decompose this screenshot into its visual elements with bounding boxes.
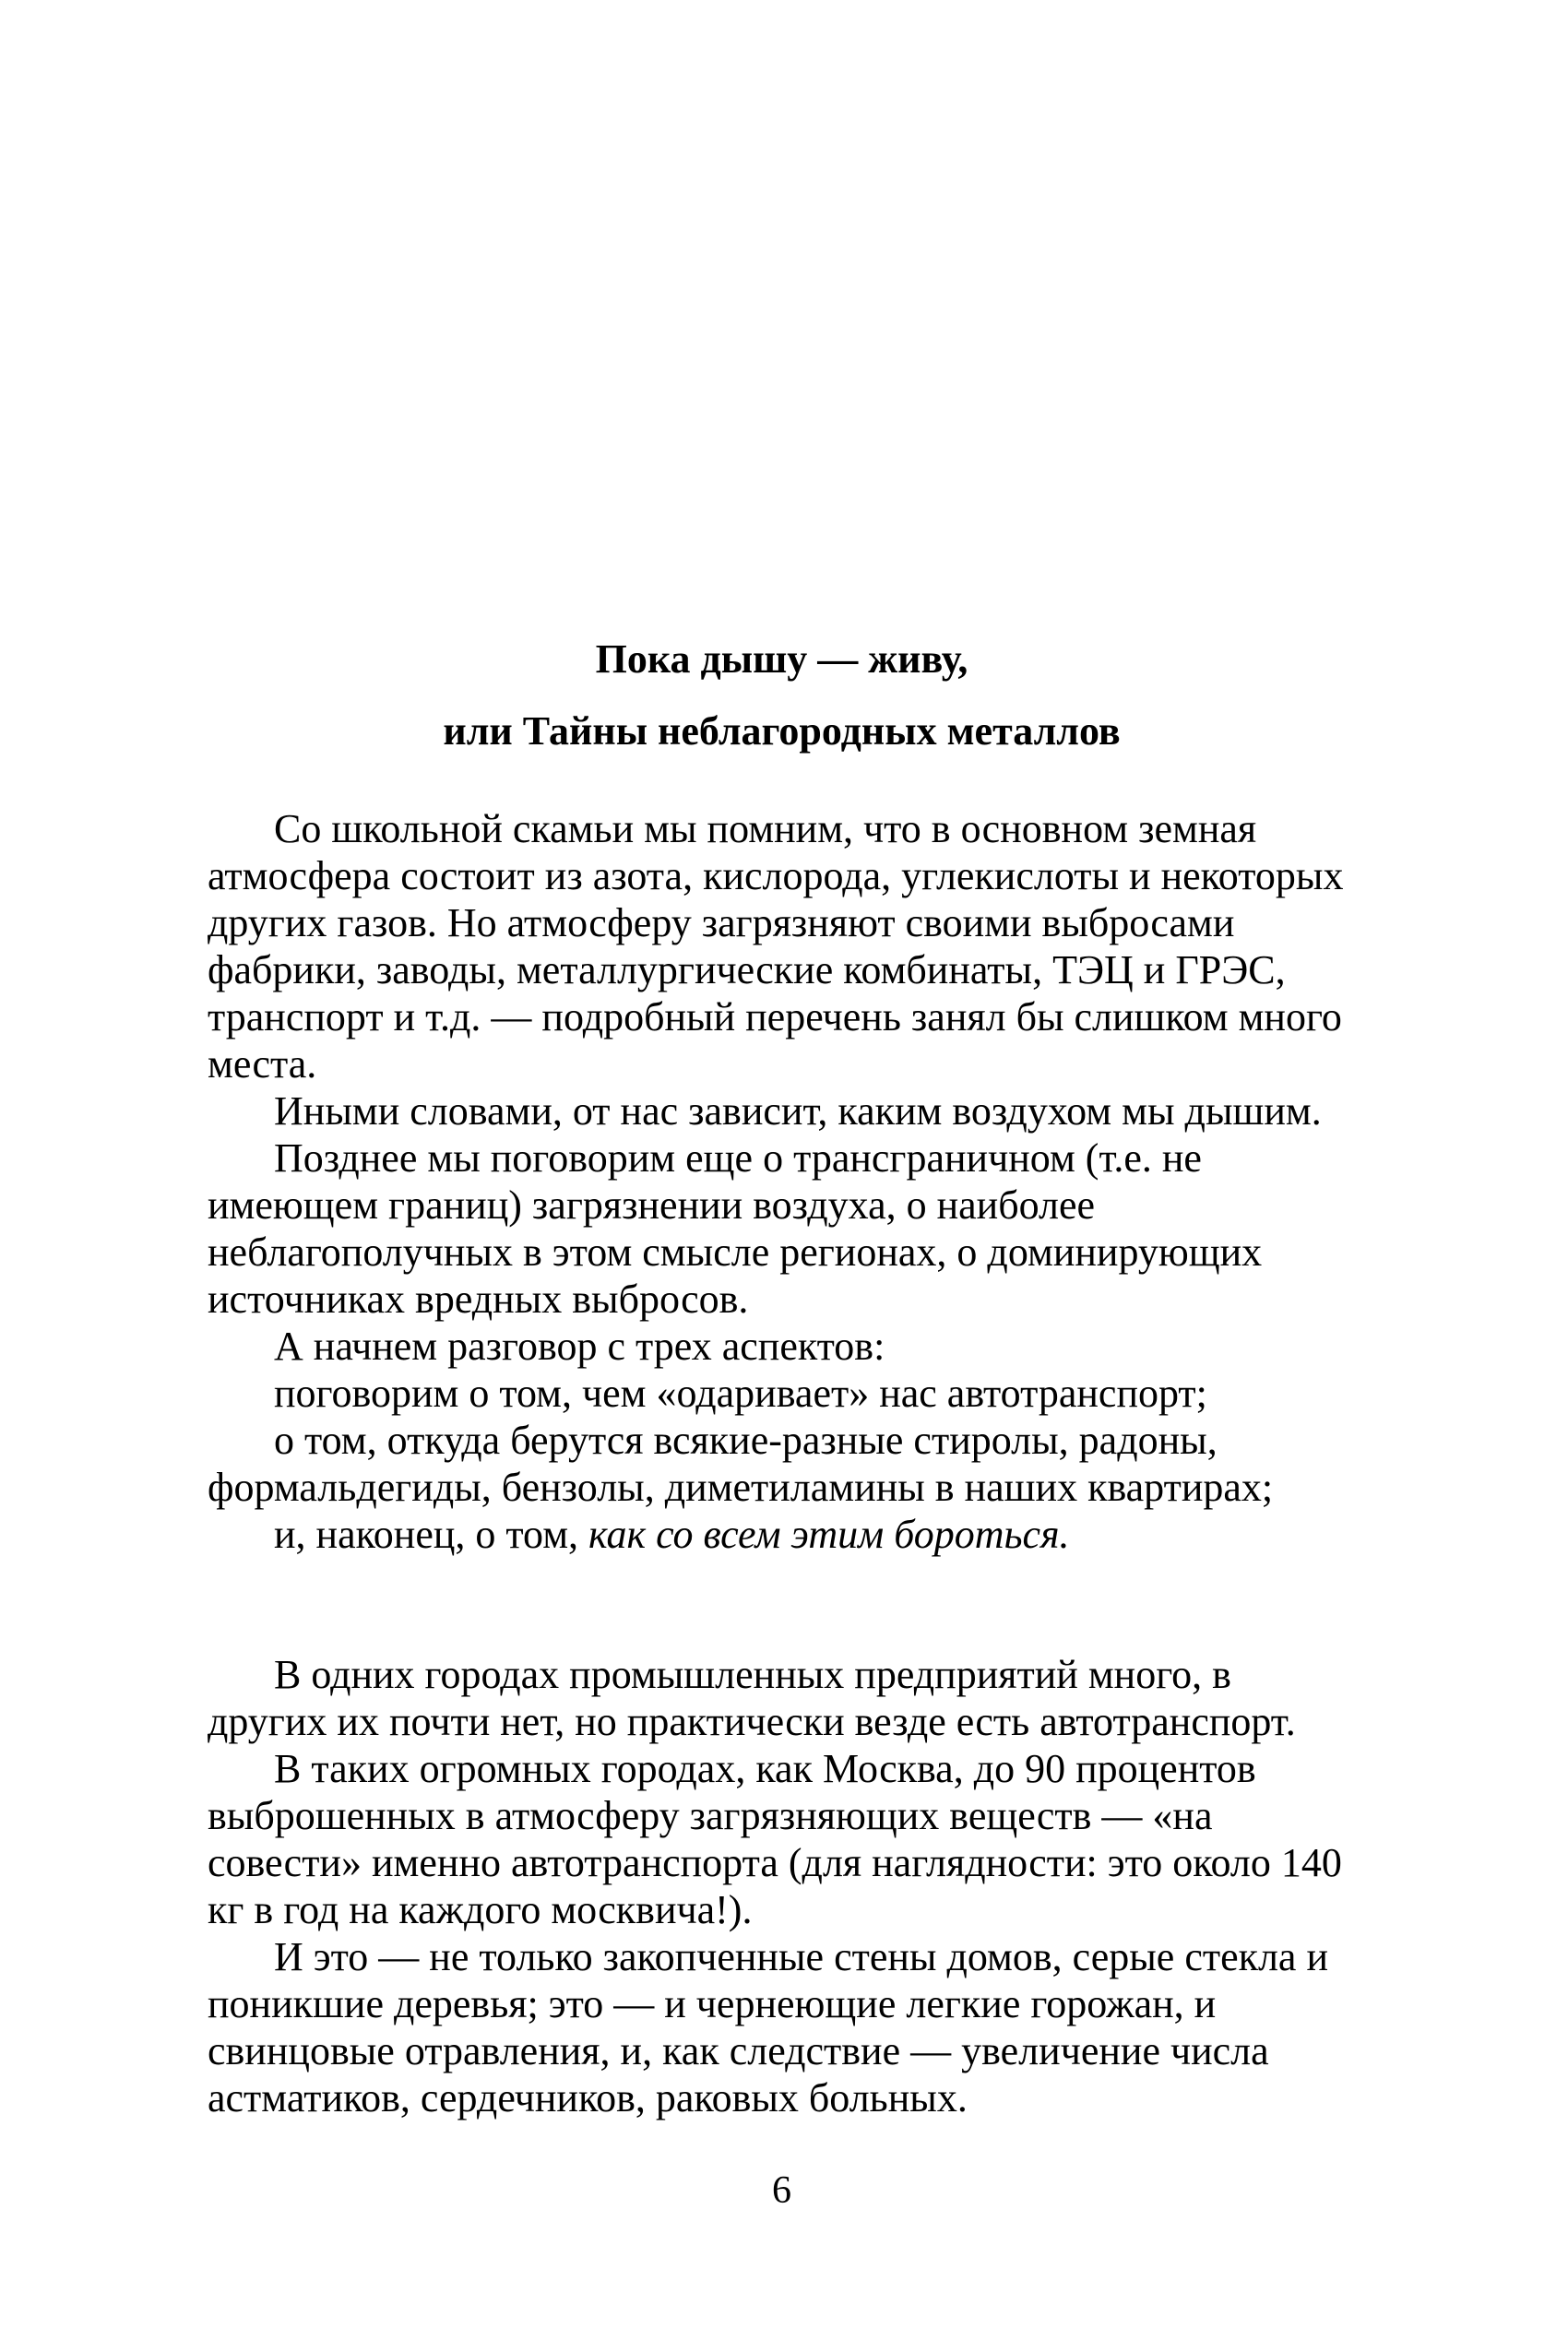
paragraph: Со школьной скамьи мы помним, что в основном земная атмосфера состоит из азота, кислорода, углекислоты и некоторых других газов. Но атмосферу загрязняют своими выбросами фабрики, заводы, металлургические комбинаты, ТЭЦ и ГРЭС, транспорт и т.д. — подробный перечень занял бы слишком много места. xyxy=(208,806,1344,1087)
paragraph: И это — не только закопченные стены домов, серые стекла и поникшие деревья; это — и чернеющие легкие горожан, и свинцовые отравления, и, как следствие — увеличение числа астматиков, сердечников, раковых больных. xyxy=(208,1934,1329,2120)
paragraph: А начнем разговор с трех аспектов: xyxy=(274,1324,885,1369)
emphasized-text: как со всем этим бороться. xyxy=(588,1512,1070,1557)
chapter-title xyxy=(208,624,1356,767)
book-page xyxy=(208,0,1356,2352)
paragraph-text: и, наконец, о том, xyxy=(274,1512,589,1557)
paragraph: В одних городах промышленных предприятий много, в других их почти нет, но практически везде есть автотранспорт. xyxy=(208,1652,1296,1744)
chapter-title-line-2: или Тайны неблагородных металлов xyxy=(443,708,1121,754)
paragraph xyxy=(208,1511,1356,1558)
paragraph: Позднее мы поговорим еще о трансграничном (т.е. не имеющем границ) загрязнении воздуха, о наиболее неблагополучных в этом смысле регионах, о доминирующих источниках вредных выбросов. xyxy=(208,1135,1263,1322)
chapter-title-line-1: Пока дышу — живу, xyxy=(595,636,968,682)
paragraph: о том, откуда берутся всякие-разные стиролы, радоны, формальдегиды, бензолы, диметиламины в наших квартирах; xyxy=(208,1418,1274,1510)
section-intro xyxy=(208,805,1356,1558)
page-number: 6 xyxy=(772,2169,791,2212)
paragraph: Иными словами, от нас зависит, каким воздухом мы дышим. xyxy=(274,1088,1322,1134)
paragraph: В таких огромных городах, как Москва, до 90 процентов выброшенных в атмосферу загрязняющих веществ — «на совести» именно автотранспорта (для наглядности: это около 140 кг в год на каждого москвича!). xyxy=(208,1746,1342,1932)
paragraph: поговорим о том, чем «одаривает» нас автотранспорт; xyxy=(274,1371,1207,1416)
section-transport xyxy=(208,1651,1356,2121)
